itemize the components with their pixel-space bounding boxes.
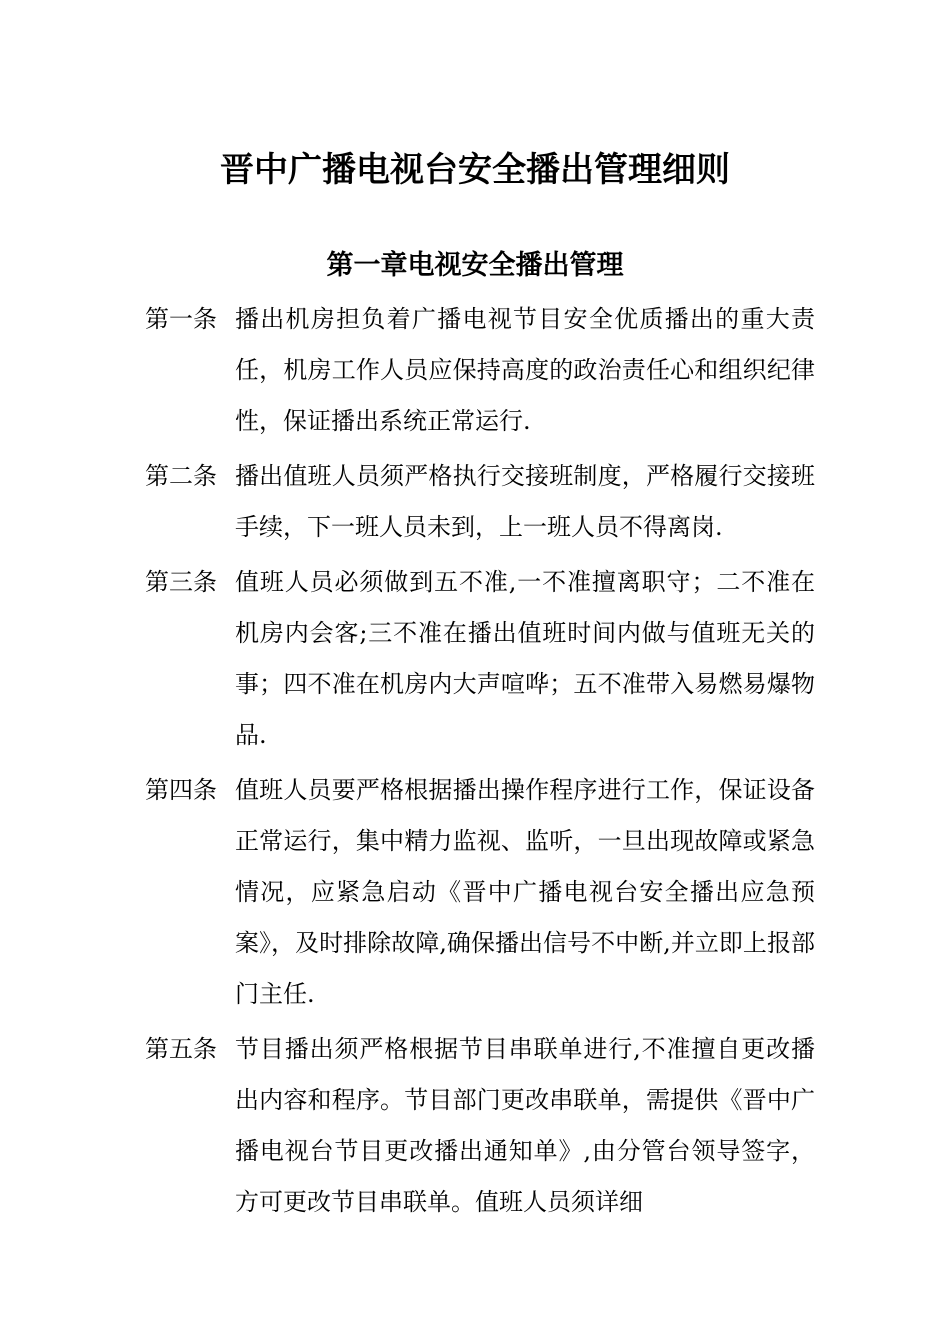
- article-label: 第三条: [145, 568, 217, 596]
- article-label: 第四条: [145, 776, 217, 804]
- article-text: 值班人员要严格根据播出操作程序进行工作，保证设备正常运行，集中精力监视、监听，一旦出现故障或紧急情况，应紧急启动《晋中广播电视台安全播出应急预案》，及时排除故障,确保播出信号不中断,并立即上报部门主任.: [235, 776, 815, 1008]
- article-4: [145, 765, 815, 1020]
- article-5: [145, 1024, 815, 1228]
- article-1: [145, 294, 815, 447]
- article-text: 节目播出须严格根据节目串联单进行,不准擅自更改播出内容和程序。节目部门更改串联单，需提供《晋中广播电视台节目更改播出通知单》,由分管台领导签字，方可更改节目串联单。值班人员须详细: [235, 1035, 815, 1216]
- document-title: 晋中广播电视台安全播出管理细则: [220, 150, 730, 190]
- article-label: 第一条: [145, 305, 217, 333]
- chapter-title: 第一章电视安全播出管理: [326, 250, 624, 281]
- article-list: [145, 294, 815, 1232]
- article-text: 播出机房担负着广播电视节目安全优质播出的重大责任，机房工作人员应保持高度的政治责任心和组织纪律性，保证播出系统正常运行.: [235, 305, 815, 435]
- article-label: 第二条: [145, 462, 217, 490]
- article-2: [145, 451, 815, 553]
- article-label: 第五条: [145, 1035, 217, 1063]
- article-text: 播出值班人员须严格执行交接班制度，严格履行交接班手续，下一班人员未到，上一班人员不得离岗.: [235, 462, 815, 541]
- article-text: 值班人员必须做到五不准,一不准擅离职守；二不准在机房内会客;三不准在播出值班时间内做与值班无关的事；四不准在机房内大声喧哗；五不准带入易燃易爆物品.: [235, 568, 815, 749]
- article-3: [145, 557, 815, 761]
